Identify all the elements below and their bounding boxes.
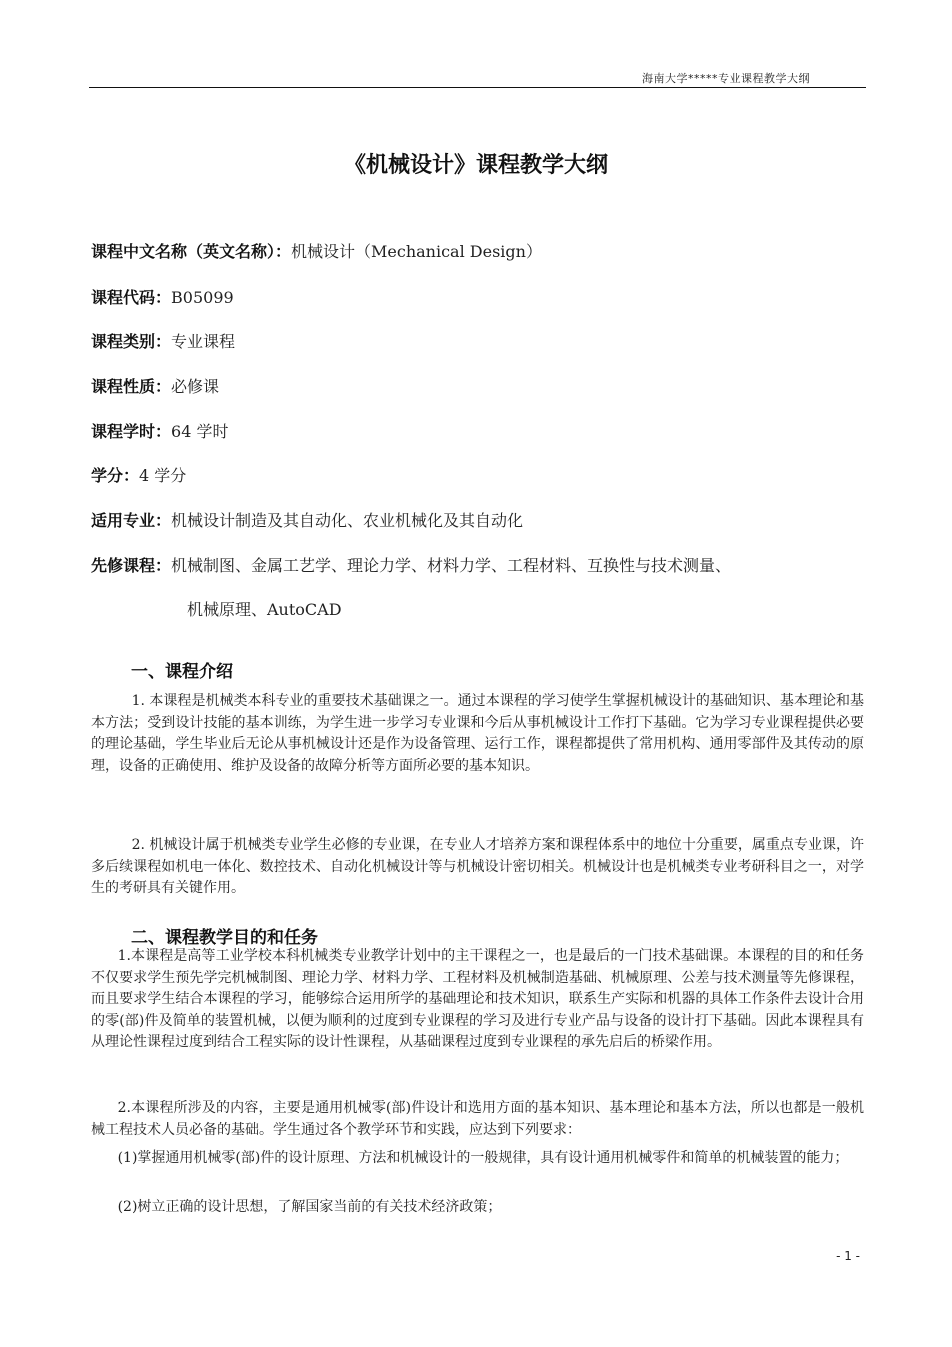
header-text: 海南大学*****专业课程教学大纲 bbox=[642, 72, 810, 85]
meta-value: 4 学分 bbox=[139, 466, 187, 485]
page-number: - 1 - bbox=[836, 1249, 860, 1263]
paragraph: (1)掌握通用机械零(部)件的设计原理、方法和机械设计的一般规律，具有设计通用机械零件和简单的机械装置的能力； bbox=[117, 1150, 849, 1166]
meta-key: 适用专业： bbox=[91, 511, 172, 530]
meta-key: 课程类别： bbox=[91, 332, 172, 351]
meta-row-course-nature bbox=[91, 377, 219, 397]
paragraph: 1. 本课程是机械类本科专业的重要技术基础课之一。通过本课程的学习使学生掌握机械设计的基础知识、基本理论和基本方法；受到设计技能的基本训练，为学生进一步学习专业课和今后从事机械设计工作打下基础。它为学习专业课程提供必要的理论基础，学生毕业后无论从事机械设计还是作为设备管理、运行工作，课程都提供了常用机构、通用零部件及其传动的原理，设备的正确使用、维护及设备的故障分析等方面所必要的基本知识。 bbox=[91, 693, 864, 774]
meta-row-majors bbox=[91, 511, 523, 531]
meta-value: 专业课程 bbox=[171, 332, 236, 351]
meta-key: 课程中文名称（英文名称）： bbox=[91, 242, 292, 261]
meta-row-prerequisites bbox=[91, 556, 731, 576]
meta-value: 机械设计制造及其自动化、农业机械化及其自动化 bbox=[171, 511, 524, 530]
header-rule bbox=[89, 87, 866, 88]
meta-value: 64 学时 bbox=[171, 422, 229, 441]
meta-value: 机械设计（Mechanical Design） bbox=[291, 242, 542, 261]
document-title: 《机械设计》课程教学大纲 bbox=[343, 153, 608, 178]
meta-row-credits bbox=[91, 466, 186, 486]
meta-row-course-name bbox=[91, 242, 542, 262]
meta-row-course-category bbox=[91, 332, 235, 352]
meta-value: B05099 bbox=[171, 288, 234, 307]
section-heading-introduction: 一、课程介绍 bbox=[131, 662, 233, 682]
meta-key: 学分： bbox=[91, 466, 140, 485]
meta-key: 课程代码： bbox=[91, 288, 172, 307]
paragraph: 2. 机械设计属于机械类专业学生必修的专业课，在专业人才培养方案和课程体系中的地位十分重要，属重点专业课，许多后续课程如机电一体化、数控技术、自动化机械设计等与机械设计密切相关。机械设计也是机械类专业考研科目之一，对学生的考研具有关键作用。 bbox=[91, 837, 864, 896]
meta-value: 机械制图、金属工艺学、理论力学、材料力学、工程材料、互换性与技术测量、 bbox=[171, 556, 732, 575]
paragraph: (2)树立正确的设计思想，了解国家当前的有关技术经济政策； bbox=[117, 1199, 502, 1215]
meta-key: 课程性质： bbox=[91, 377, 172, 396]
paragraph: 1.本课程是高等工业学校本科机械类专业教学计划中的主干课程之一，也是最后的一门技术基础课。本课程的目的和任务不仅要求学生预先学完机械制图、理论力学、材料力学、工程材料及机械制造基础、机械原理、公差与技术测量等先修课程，而且要求学生结合本课程的学习，能够综合运用所学的基础理论和技术知识，联系生产实际和机器的具体工作条件去设计合用的零(部)件及简单的装置机械，以便为顺利的过度到专业课程的学习及进行专业产品与设备的设计打下基础。因此本课程具有从理论性课程过度到结合工程实际的设计性课程，从基础课程过度到专业课程的承先启后的桥梁作用。 bbox=[91, 948, 864, 1050]
prerequisites-continued: 机械原理、AutoCAD bbox=[187, 600, 342, 619]
meta-key: 先修课程： bbox=[91, 556, 172, 575]
meta-value: 必修课 bbox=[171, 377, 220, 396]
section-heading-objectives: 二、课程教学目的和任务 bbox=[131, 928, 318, 948]
paragraph: 2.本课程所涉及的内容，主要是通用机械零(部)件设计和选用方面的基本知识、基本理论和基本方法，所以也都是一般机械工程技术人员必备的基础。学生通过各个教学环节和实践，应达到下列要求： bbox=[91, 1100, 864, 1138]
meta-row-course-hours bbox=[91, 422, 228, 442]
meta-key: 课程学时： bbox=[91, 422, 172, 441]
meta-row-course-code bbox=[91, 288, 234, 308]
